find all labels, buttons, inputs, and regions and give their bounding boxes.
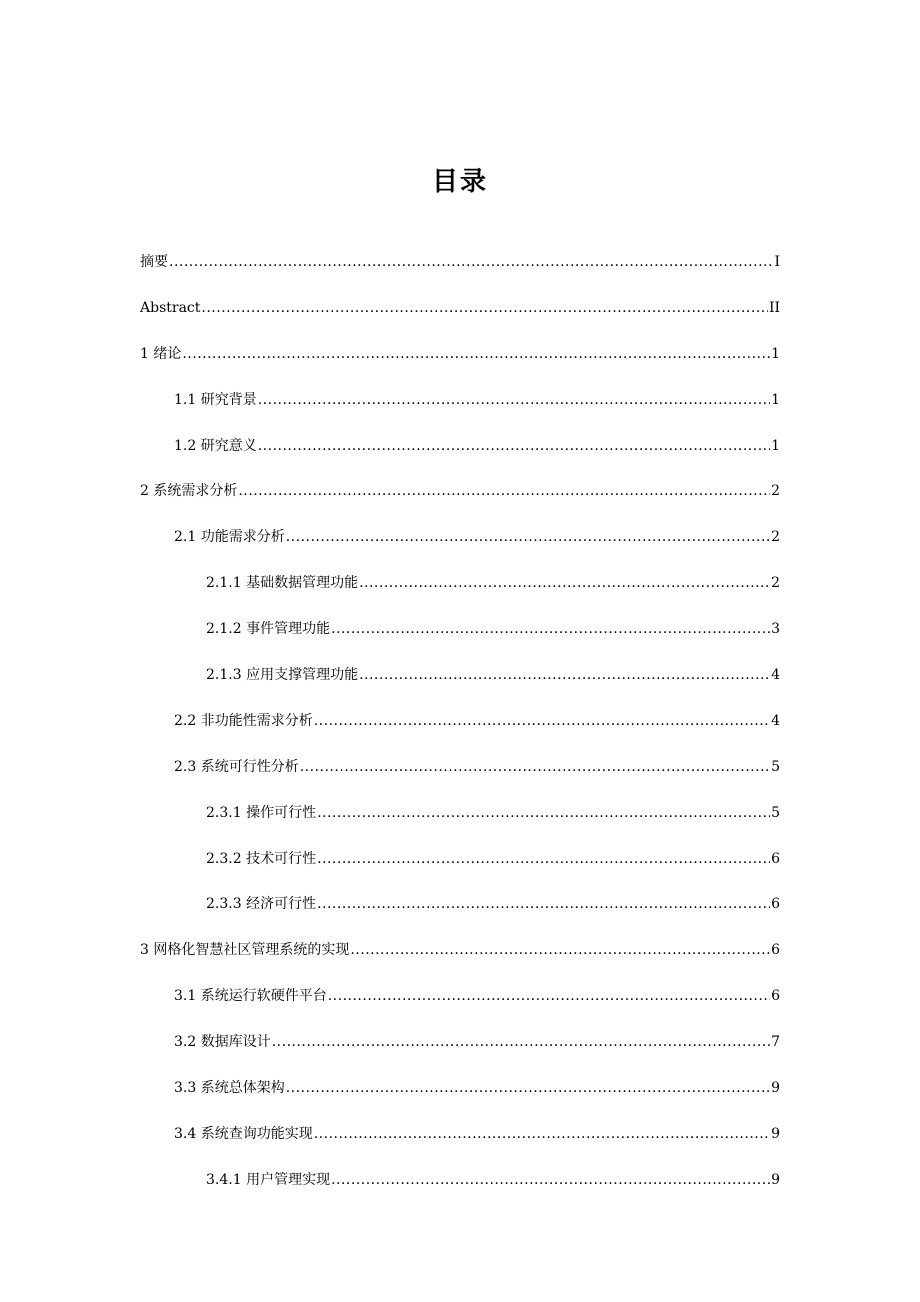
toc-dot-leader: [258, 387, 770, 413]
toc-entry-page-number: 2: [771, 529, 780, 546]
toc-entry[interactable]: [140, 983, 780, 1029]
toc-entry[interactable]: [140, 1029, 780, 1075]
toc-dot-leader: [182, 341, 770, 367]
toc-entry-label: 3.4.1 用户管理实现: [206, 1171, 331, 1188]
toc-entry-label: 1 绪论: [140, 345, 182, 362]
toc-entry-label: 2.3.1 操作可行性: [206, 804, 317, 821]
toc-entry-page-number: 9: [771, 1125, 780, 1142]
toc-dot-leader: [317, 846, 770, 872]
toc-entry-page-number: II: [768, 299, 780, 316]
toc-entry[interactable]: [140, 1121, 780, 1167]
toc-dot-leader: [359, 662, 770, 688]
table-of-contents: [140, 249, 780, 1213]
toc-dot-leader: [272, 1029, 770, 1055]
toc-entry-page-number: 3: [771, 621, 780, 638]
toc-entry-label: 3.2 数据库设计: [174, 1034, 271, 1051]
toc-entry-page-number: 1: [771, 437, 780, 454]
toc-entry[interactable]: [140, 891, 780, 937]
toc-entry[interactable]: [140, 662, 780, 708]
toc-entry-page-number: 6: [771, 988, 780, 1005]
toc-entry[interactable]: [140, 708, 780, 754]
toc-entry[interactable]: [140, 570, 780, 616]
toc-entry[interactable]: [140, 478, 780, 524]
toc-dot-leader: [317, 891, 770, 917]
toc-entry-page-number: 9: [771, 1171, 780, 1188]
toc-entry-page-number: 6: [771, 896, 780, 913]
toc-entry-label: Abstract: [140, 299, 201, 316]
toc-entry[interactable]: [140, 433, 780, 479]
toc-entry[interactable]: [140, 846, 780, 892]
toc-entry[interactable]: [140, 249, 780, 295]
toc-entry-label: 2.2 非功能性需求分析: [174, 712, 313, 729]
toc-entry-page-number: I: [774, 254, 780, 270]
toc-entry[interactable]: [140, 800, 780, 846]
toc-entry-page-number: 6: [771, 850, 780, 867]
toc-entry-page-number: 4: [771, 712, 780, 729]
toc-dot-leader: [300, 754, 770, 780]
toc-entry-label: 1.1 研究背景: [174, 391, 257, 408]
toc-entry-page-number: 9: [771, 1080, 780, 1097]
toc-dot-leader: [258, 433, 770, 459]
toc-entry[interactable]: [140, 937, 780, 983]
toc-entry-label: 2.3.2 技术可行性: [206, 850, 317, 867]
toc-entry-label: 摘要: [140, 254, 168, 270]
toc-entry-label: 2.3 系统可行性分析: [174, 758, 299, 775]
toc-dot-leader: [328, 983, 770, 1009]
toc-entry[interactable]: [140, 754, 780, 800]
toc-entry-page-number: 1: [771, 391, 780, 408]
toc-entry-page-number: 2: [771, 483, 780, 500]
toc-entry-label: 2.1.3 应用支撑管理功能: [206, 667, 359, 684]
toc-dot-leader: [359, 570, 770, 596]
toc-entry[interactable]: [140, 341, 780, 387]
toc-entry[interactable]: [140, 1167, 780, 1213]
toc-dot-leader: [286, 1075, 770, 1101]
toc-entry-label: 2.1 功能需求分析: [174, 529, 285, 546]
toc-entry[interactable]: [140, 524, 780, 570]
toc-entry[interactable]: [140, 295, 780, 341]
toc-entry-page-number: 1: [771, 345, 780, 362]
toc-entry-page-number: 2: [771, 575, 780, 592]
toc-entry[interactable]: [140, 1075, 780, 1121]
page-title: 目录: [431, 167, 488, 197]
toc-entry-page-number: 6: [771, 942, 780, 959]
toc-entry-label: 3.3 系统总体架构: [174, 1080, 285, 1097]
toc-dot-leader: [169, 249, 773, 275]
toc-entry-page-number: 5: [771, 758, 780, 775]
toc-dot-leader: [331, 1167, 770, 1193]
toc-entry-label: 3.1 系统运行软硬件平台: [174, 988, 327, 1005]
toc-dot-leader: [314, 708, 770, 734]
toc-dot-leader: [286, 524, 770, 550]
toc-dot-leader: [350, 937, 770, 963]
toc-dot-leader: [314, 1121, 770, 1147]
toc-entry[interactable]: [140, 616, 780, 662]
toc-entry-label: 2 系统需求分析: [140, 483, 238, 500]
toc-entry-label: 3 网格化智慧社区管理系统的实现: [140, 942, 350, 959]
toc-entry-page-number: 7: [771, 1034, 780, 1051]
toc-dot-leader: [201, 295, 768, 321]
toc-entry-label: 1.2 研究意义: [174, 437, 257, 454]
toc-entry-label: 2.1.2 事件管理功能: [206, 621, 331, 638]
toc-entry-label: 2.1.1 基础数据管理功能: [206, 575, 359, 592]
toc-dot-leader: [317, 800, 770, 826]
toc-entry[interactable]: [140, 387, 780, 433]
toc-dot-leader: [238, 478, 770, 504]
toc-entry-label: 3.4 系统查询功能实现: [174, 1125, 313, 1142]
toc-entry-label: 2.3.3 经济可行性: [206, 896, 317, 913]
toc-dot-leader: [331, 616, 770, 642]
toc-entry-page-number: 4: [771, 667, 780, 684]
toc-entry-page-number: 5: [771, 804, 780, 821]
